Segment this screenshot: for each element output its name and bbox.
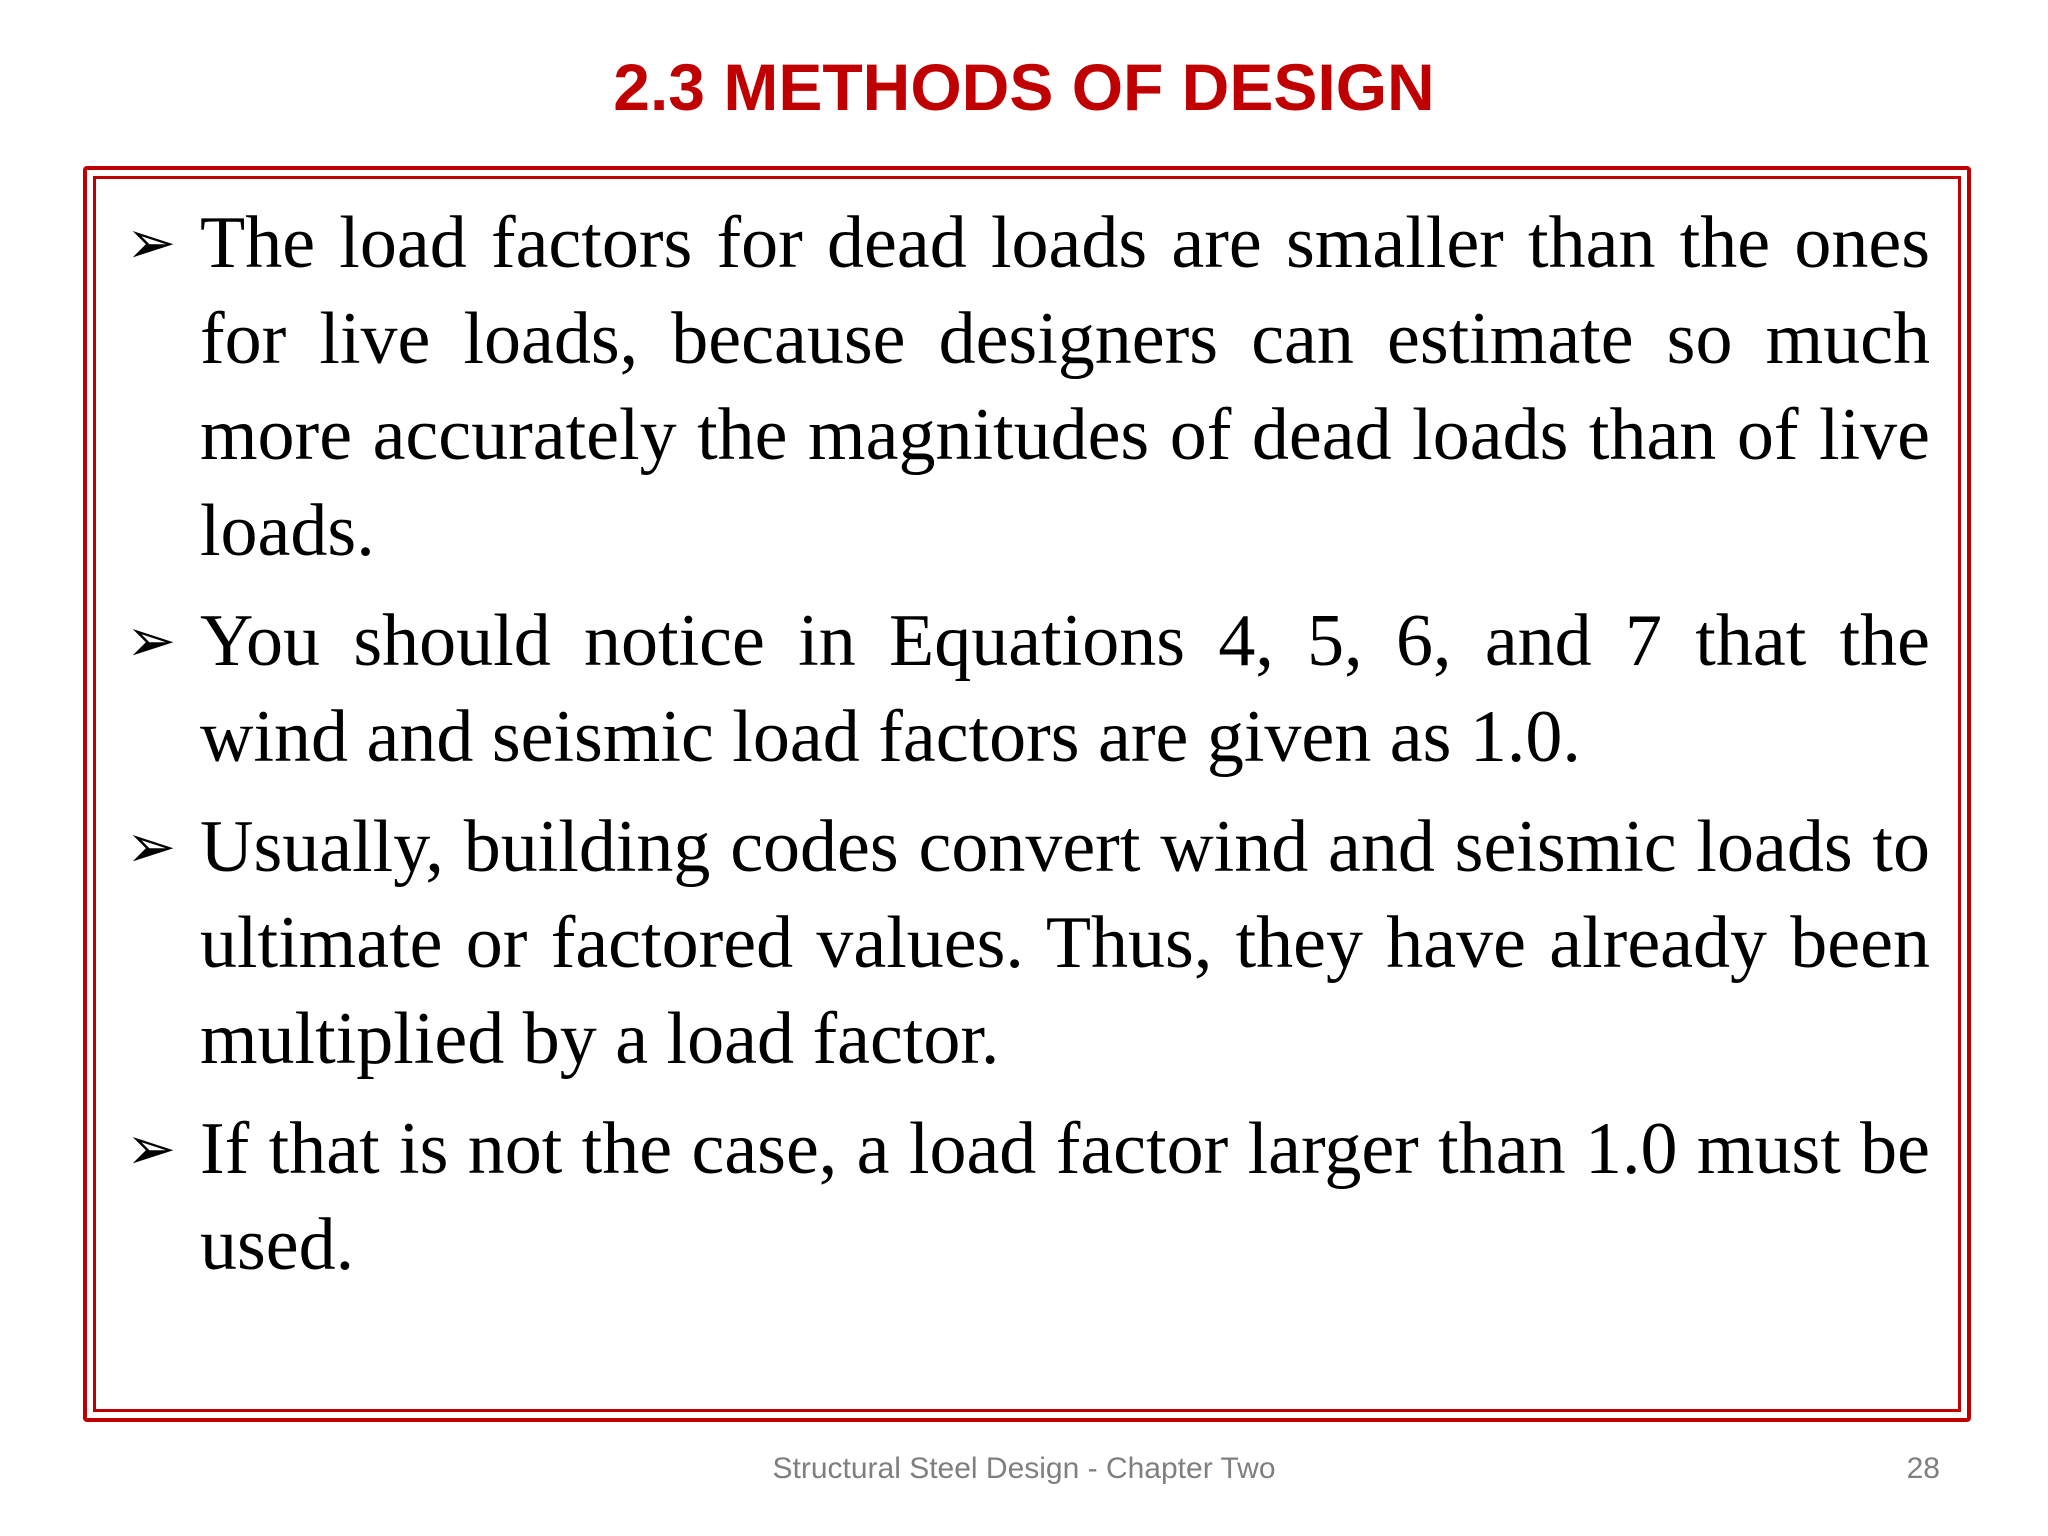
- bullet-item-2: [120, 593, 1930, 785]
- arrow-bullet-icon: ➢: [126, 812, 177, 882]
- bullet-text-3: Usually, building codes convert wind and seismic loads to ultimate or factored values. Thus, they have already been multiplied by a load factor.: [200, 806, 1930, 1080]
- arrow-bullet-icon: ➢: [126, 606, 177, 676]
- bullet-item-1: [120, 195, 1930, 579]
- page-number: 28: [1906, 1452, 1940, 1485]
- arrow-bullet-icon: ➢: [126, 1114, 177, 1184]
- bullet-text-1: The load factors for dead loads are smaller than the ones for live loads, because designers can estimate so much more accurately the magnitudes of dead loads than of live loads.: [200, 202, 1930, 572]
- bullet-text-2: You should notice in Equations 4, 5, 6, and 7 that the wind and seismic load factors are given as 1.0.: [200, 600, 1930, 778]
- bullet-list: [120, 195, 1930, 1307]
- arrow-bullet-icon: ➢: [126, 208, 177, 278]
- bullet-text-4: If that is not the case, a load factor larger than 1.0 must be used.: [200, 1108, 1930, 1286]
- slide-title: 2.3 METHODS OF DESIGN: [613, 50, 1435, 124]
- footer-text: Structural Steel Design - Chapter Two: [772, 1452, 1276, 1485]
- bullet-item-4: [120, 1101, 1930, 1293]
- bullet-item-3: [120, 799, 1930, 1087]
